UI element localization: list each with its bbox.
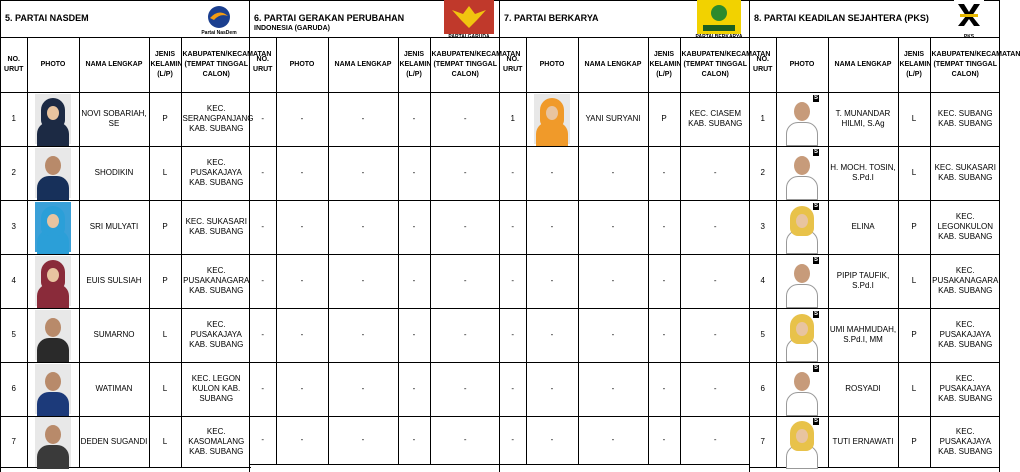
candidate-number: - — [250, 416, 276, 464]
candidate-number: - — [500, 416, 526, 464]
candidate-residence: KEC. PUSAKAJAYA KAB. SUBANG — [930, 416, 1000, 467]
table-row — [1, 200, 251, 254]
candidate-name: - — [328, 254, 398, 308]
party-subtitle: INDONESIA (GARUDA) — [254, 25, 330, 32]
candidate-photo-empty: - — [276, 416, 328, 464]
person-photo-icon — [534, 94, 570, 144]
table-row — [500, 146, 750, 200]
person-photo-icon — [35, 256, 71, 306]
person-photo-icon — [35, 417, 71, 467]
candidate-residence: KEC. KASOMALANG KAB. SUBANG — [181, 416, 251, 467]
candidate-residence: KEC. PUSAKANAGARA KAB. SUBANG — [930, 254, 1000, 308]
person-photo-icon: S — [784, 94, 820, 144]
candidate-gender: P — [898, 416, 930, 467]
table-row — [1, 362, 251, 416]
candidate-photo — [27, 254, 79, 308]
person-photo-icon — [35, 364, 71, 414]
candidate-number: - — [250, 146, 276, 200]
candidate-name: - — [328, 92, 398, 146]
candidate-name: - — [328, 146, 398, 200]
party-title: 7. PARTAI BERKARYA — [504, 13, 599, 23]
candidate-name: UMI MAHMUDAH, S.Pd.I, MM — [828, 308, 898, 362]
header-no-urut: NO. URUT — [1, 38, 27, 92]
candidate-photo — [776, 362, 828, 416]
candidate-residence: - — [680, 200, 750, 254]
party-logo-icon — [193, 2, 245, 38]
candidate-photo-empty: - — [276, 362, 328, 416]
candidate-number: 4 — [1, 254, 27, 308]
candidate-name: EUIS SULSIAH — [79, 254, 149, 308]
header-photo: PHOTO — [776, 38, 828, 92]
table-row — [250, 92, 500, 146]
party-logo-text: PKS — [963, 34, 975, 40]
candidate-gender: P — [648, 92, 680, 146]
candidate-residence: KEC. LEGON KULON KAB. SUBANG — [181, 362, 251, 416]
candidate-photo-empty: - — [526, 308, 578, 362]
candidate-residence: KEC. SERANGPANJANG KAB. SUBANG — [181, 92, 251, 146]
party-title: 5. PARTAI NASDEM — [5, 13, 89, 23]
candidate-name: - — [578, 308, 648, 362]
header-jenis-kelamin: JENIS KELAMIN (L/P) — [898, 38, 930, 92]
table-row — [250, 254, 500, 308]
party-title: 8. PARTAI KEADILAN SEJAHTERA (PKS) — [754, 13, 929, 23]
candidate-name: SRI MULYATI — [79, 200, 149, 254]
candidate-gender: - — [398, 92, 430, 146]
header-kabupaten: KABUPATEN/KECAMATAN (TEMPAT TINGGAL CALON) — [181, 38, 251, 92]
candidate-number: - — [500, 200, 526, 254]
header-jenis-kelamin: JENIS KELAMIN (L/P) — [648, 38, 680, 92]
candidate-residence: KEC. SUKASARI KAB. SUBANG — [181, 200, 251, 254]
candidate-name: WATIMAN — [79, 362, 149, 416]
candidate-residence: KEC. PUSAKAJAYA KAB. SUBANG — [930, 308, 1000, 362]
person-photo-icon: S — [784, 148, 820, 198]
candidate-photo — [27, 362, 79, 416]
candidate-photo — [776, 254, 828, 308]
table-row — [1, 92, 251, 146]
party-header — [750, 0, 999, 38]
candidate-gender: P — [149, 254, 181, 308]
table-row — [750, 362, 1000, 416]
candidate-number: - — [500, 146, 526, 200]
candidate-residence: KEC. PUSAKANAGARA KAB. SUBANG — [181, 254, 251, 308]
candidate-name: ROSYADI — [828, 362, 898, 416]
candidate-photo — [526, 92, 578, 146]
table-row — [500, 92, 750, 146]
candidate-photo — [27, 200, 79, 254]
candidate-photo-empty: - — [526, 254, 578, 308]
header-jenis-kelamin: JENIS KELAMIN (L/P) — [149, 38, 181, 92]
candidate-number: 6 — [1, 362, 27, 416]
candidate-name: T. MUNANDAR HILMI, S.Ag — [828, 92, 898, 146]
candidate-name: YANI SURYANI — [578, 92, 648, 146]
party-logo-icon — [443, 2, 495, 38]
header-kabupaten: KABUPATEN/KECAMATAN (TEMPAT TINGGAL CALON) — [430, 38, 500, 92]
candidate-photo — [27, 92, 79, 146]
party-header — [1, 0, 249, 38]
candidate-photo-empty: - — [526, 146, 578, 200]
table-row — [500, 254, 750, 308]
candidate-photo — [776, 92, 828, 146]
table-row — [500, 362, 750, 416]
candidate-gender: P — [898, 308, 930, 362]
candidate-residence: - — [680, 146, 750, 200]
party-logo-icon — [693, 2, 745, 38]
person-photo-icon: S — [784, 202, 820, 252]
candidate-gender: - — [398, 308, 430, 362]
candidate-gender: - — [398, 254, 430, 308]
candidate-name: - — [578, 416, 648, 464]
candidate-residence: - — [430, 254, 500, 308]
header-photo: PHOTO — [526, 38, 578, 92]
candidate-name: H. MOCH. TOSIN, S.Pd.I — [828, 146, 898, 200]
table-row — [750, 146, 1000, 200]
candidate-number: 1 — [500, 92, 526, 146]
candidate-residence: KEC. PUSAKAJAYA KAB. SUBANG — [930, 362, 1000, 416]
table-row — [250, 308, 500, 362]
candidate-number: - — [250, 308, 276, 362]
header-nama-lengkap: NAMA LENGKAP — [828, 38, 898, 92]
party-section — [750, 0, 1020, 472]
candidate-photo — [776, 200, 828, 254]
candidate-number: - — [500, 362, 526, 416]
header-no-urut: NO. URUT — [750, 38, 776, 92]
person-photo-icon — [35, 148, 71, 198]
header-kabupaten: KABUPATEN/KECAMATAN (TEMPAT TINGGAL CALON) — [680, 38, 750, 92]
candidate-gender: - — [398, 146, 430, 200]
candidate-number: 1 — [750, 92, 776, 146]
header-nama-lengkap: NAMA LENGKAP — [79, 38, 149, 92]
candidate-gender: L — [898, 146, 930, 200]
header-no-urut: NO. URUT — [250, 38, 276, 92]
person-photo-icon — [35, 202, 71, 252]
table-row — [1, 416, 251, 467]
candidate-residence: - — [430, 92, 500, 146]
candidate-photo — [27, 416, 79, 467]
candidate-number: - — [250, 362, 276, 416]
candidate-gender: P — [149, 92, 181, 146]
candidate-number: - — [250, 200, 276, 254]
table-row — [1, 254, 251, 308]
candidate-gender: - — [398, 362, 430, 416]
candidate-gender: - — [398, 416, 430, 464]
party-logo-text: Partai NasDem — [201, 30, 237, 36]
candidate-residence: - — [680, 254, 750, 308]
candidate-gender: L — [149, 146, 181, 200]
candidate-photo — [776, 308, 828, 362]
candidate-number: 7 — [1, 416, 27, 467]
candidate-photo-empty: - — [526, 416, 578, 464]
candidate-residence: - — [430, 416, 500, 464]
candidate-gender: - — [648, 308, 680, 362]
candidate-number: - — [250, 254, 276, 308]
candidate-name: - — [578, 146, 648, 200]
candidate-table — [750, 38, 1020, 468]
candidate-name: - — [328, 416, 398, 464]
candidate-residence: KEC. SUBANG KAB. SUBANG — [930, 92, 1000, 146]
candidate-number: 5 — [1, 308, 27, 362]
candidate-residence: - — [430, 146, 500, 200]
table-row — [250, 362, 500, 416]
candidate-gender: - — [648, 416, 680, 464]
candidate-number: 2 — [750, 146, 776, 200]
candidate-gender: - — [648, 362, 680, 416]
candidate-number: - — [500, 308, 526, 362]
candidate-residence: KEC. CIASEM KAB. SUBANG — [680, 92, 750, 146]
party-header — [500, 0, 749, 38]
candidate-residence: - — [430, 200, 500, 254]
table-row — [500, 416, 750, 464]
candidate-gender: L — [898, 362, 930, 416]
candidate-table — [500, 38, 771, 465]
candidate-photo-empty: - — [276, 200, 328, 254]
candidate-number: 7 — [750, 416, 776, 467]
table-row — [1, 308, 251, 362]
candidate-photo-empty: - — [526, 200, 578, 254]
candidate-name: PIPIP TAUFIK, S.Pd.I — [828, 254, 898, 308]
candidate-number: 6 — [750, 362, 776, 416]
party-section — [0, 0, 272, 472]
candidate-residence: KEC. SUKASARI KAB. SUBANG — [930, 146, 1000, 200]
candidate-name: - — [578, 254, 648, 308]
person-photo-icon: S — [784, 364, 820, 414]
candidate-name: DEDEN SUGANDI — [79, 416, 149, 467]
table-row — [250, 416, 500, 464]
candidate-gender: - — [648, 254, 680, 308]
table-row — [750, 200, 1000, 254]
candidate-name: - — [328, 308, 398, 362]
candidate-gender: L — [898, 254, 930, 308]
candidate-residence: - — [680, 416, 750, 464]
table-row — [750, 92, 1000, 146]
candidate-name: SUMARNO — [79, 308, 149, 362]
candidate-photo — [776, 416, 828, 467]
candidate-name: - — [578, 362, 648, 416]
candidate-table — [250, 38, 521, 465]
party-section — [250, 0, 521, 472]
candidate-residence: KEC. PUSAKAJAYA KAB. SUBANG — [181, 308, 251, 362]
table-row — [750, 308, 1000, 362]
candidate-number: 5 — [750, 308, 776, 362]
header-no-urut: NO. URUT — [500, 38, 526, 92]
candidate-gender: L — [149, 308, 181, 362]
party-logo-text: PARTAI BERKARYA — [695, 34, 743, 40]
person-photo-icon: S — [784, 417, 820, 467]
person-photo-icon — [35, 94, 71, 144]
candidate-residence: - — [680, 362, 750, 416]
header-nama-lengkap: NAMA LENGKAP — [578, 38, 648, 92]
candidate-photo — [776, 146, 828, 200]
candidate-photo — [27, 308, 79, 362]
table-row — [250, 146, 500, 200]
candidate-number: - — [500, 254, 526, 308]
table-row — [750, 254, 1000, 308]
candidate-number: 3 — [1, 200, 27, 254]
candidate-photo-empty: - — [276, 92, 328, 146]
person-photo-icon — [35, 310, 71, 360]
party-title: 6. PARTAI GERAKAN PERUBAHAN — [254, 13, 405, 23]
candidate-photo-empty: - — [526, 362, 578, 416]
header-photo: PHOTO — [276, 38, 328, 92]
candidate-gender: L — [149, 362, 181, 416]
candidate-gender: - — [648, 200, 680, 254]
candidate-table — [1, 38, 272, 468]
candidate-gender: P — [898, 200, 930, 254]
candidate-name: - — [328, 200, 398, 254]
party-section — [500, 0, 771, 472]
candidate-residence: - — [430, 362, 500, 416]
table-row — [1, 146, 251, 200]
candidate-gender: L — [898, 92, 930, 146]
candidate-gender: L — [149, 416, 181, 467]
candidate-number: 1 — [1, 92, 27, 146]
party-header — [250, 0, 499, 38]
candidate-name: TUTI ERNAWATI — [828, 416, 898, 467]
candidate-name: NOVI SOBARIAH, SE — [79, 92, 149, 146]
person-photo-icon: S — [784, 310, 820, 360]
candidate-photo-empty: - — [276, 308, 328, 362]
candidate-number: 2 — [1, 146, 27, 200]
candidate-name: - — [328, 362, 398, 416]
candidate-gender: P — [149, 200, 181, 254]
header-nama-lengkap: NAMA LENGKAP — [328, 38, 398, 92]
party-logo-icon — [943, 2, 995, 38]
table-row — [500, 308, 750, 362]
candidate-residence: - — [430, 308, 500, 362]
candidate-gender: - — [398, 200, 430, 254]
candidate-number: - — [250, 92, 276, 146]
candidate-residence: - — [680, 308, 750, 362]
candidate-residence: KEC. LEGONKULON KAB. SUBANG — [930, 200, 1000, 254]
header-kabupaten: KABUPATEN/KECAMATAN (TEMPAT TINGGAL CALON) — [930, 38, 1000, 92]
candidate-gender: - — [648, 146, 680, 200]
candidate-name: - — [578, 200, 648, 254]
table-row — [750, 416, 1000, 467]
party-logo-text: PARTAI GARUDA — [448, 34, 490, 40]
candidate-name: SHODIKIN — [79, 146, 149, 200]
candidate-residence: KEC. PUSAKAJAYA KAB. SUBANG — [181, 146, 251, 200]
candidate-photo-empty: - — [276, 254, 328, 308]
header-jenis-kelamin: JENIS KELAMIN (L/P) — [398, 38, 430, 92]
candidate-photo-empty: - — [276, 146, 328, 200]
candidate-photo — [27, 146, 79, 200]
table-row — [500, 200, 750, 254]
table-row — [250, 200, 500, 254]
candidate-number: 3 — [750, 200, 776, 254]
candidate-name: ELINA — [828, 200, 898, 254]
candidate-number: 4 — [750, 254, 776, 308]
person-photo-icon: S — [784, 256, 820, 306]
header-photo: PHOTO — [27, 38, 79, 92]
